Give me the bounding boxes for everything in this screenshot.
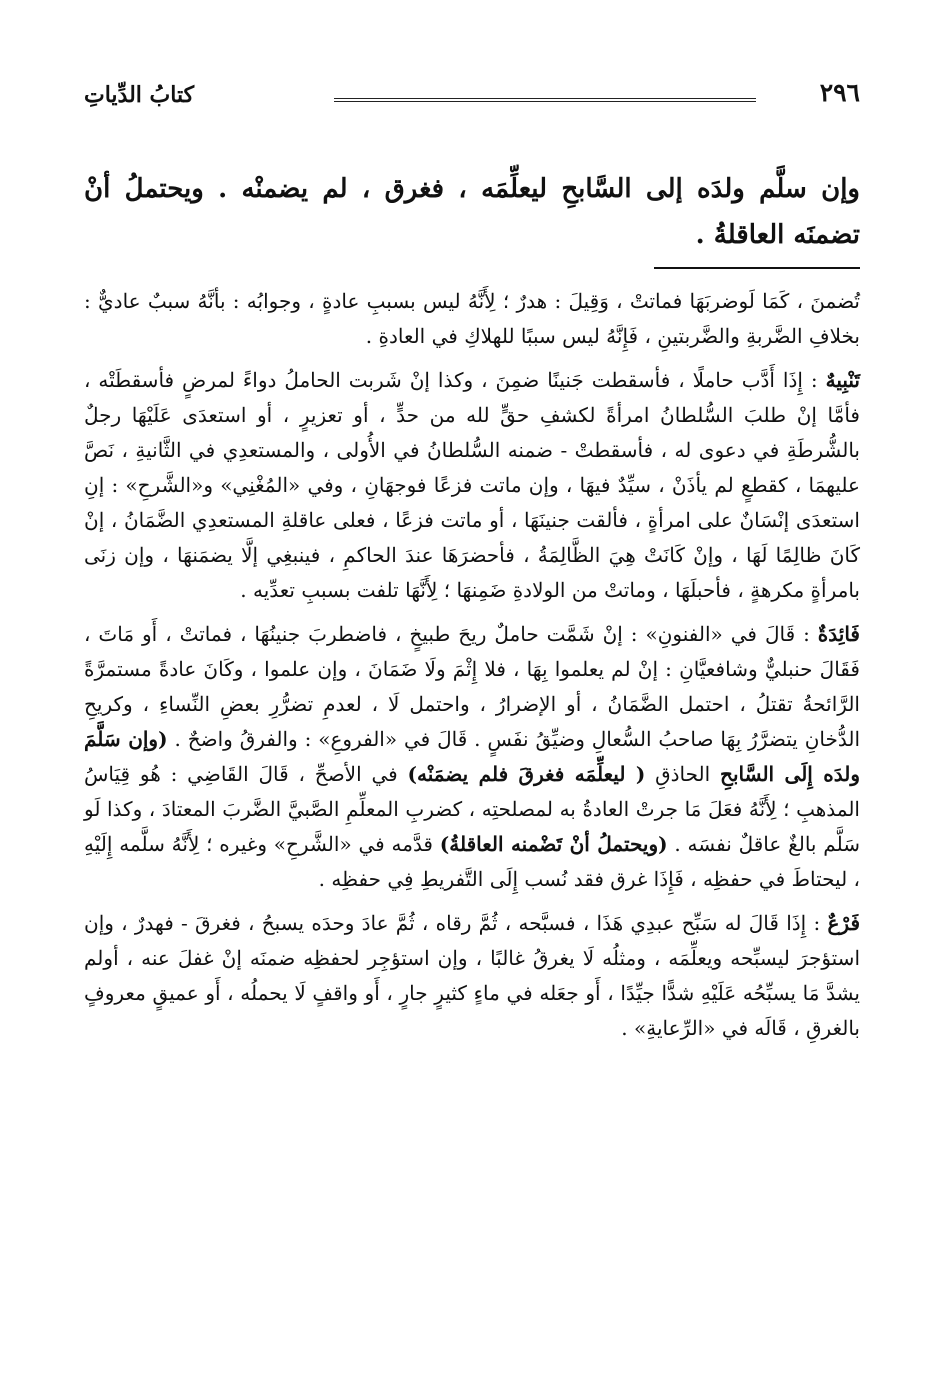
faida-text-1: : قَالَ في «الفنونِ» : إنْ شَمَّت حاملٌ ريحَ طبيخٍ ، فاضطربَ جنينُهَا ، فماتتْ ، أَو مَاتَ ، فَقَالَ حنبليٌّ وشافعيَّانِ : إنْ لم يعلموا بِهَا ، فلا إِثْمَ ولَا ضَمَانَ ، وإن علموا ، وكَانَ عادةً مستمرَّةً الرَّائحةُ تقتلُ ، احتمل الضَّمَانُ ، أو الإضرارُ ، واحتمل لَا ، لعدمِ تضرُّرِ بعضِ النِّساءِ ، وكريحِ الدُّخانِ يتضرَّرُ بِهَا صاحبُ السُّعالِ وضيِّقُ نفَسٍ . قَالَ في «الفروعِ» : والفرقُ واضحٌ . <box>84 622 860 751</box>
header-rule <box>334 98 756 102</box>
far-paragraph <box>84 906 860 1046</box>
far-heading: فَرْعٌ <box>827 911 860 935</box>
footnote-separator <box>654 267 860 269</box>
faida-quote-2: ( ليعلِّمَه فغرقَ فلم يضمَنْه) <box>407 762 646 786</box>
page-header <box>84 76 860 116</box>
faida-quote-3: (ويحتملُ أنْ تَضْمنه العاقلةُ) <box>439 832 668 856</box>
running-title: كتابُ الدِّياتِ <box>84 82 195 108</box>
tanbih-text: : إِذَا أَدَّب حاملًا ، فأسقطت جَنينًا ضمِنَ ، وكذا إنْ شَربت الحاملُ دواءً لمرضٍ فأسقطَتْه ، فأمَّا إنْ طلبَ السُّلطانُ امرأةً لكشفِ حقٍّ لله من حدٍّ ، أو تعزيرٍ ، أو استعدَى عَلَيْهَا رجلٌ بالشُّرطَةِ في دعوى له ، فأسقطتْ - ضمنه السُّلطانُ في الأُولى ، والمستعدِي في الثَّانيةِ ، نَصَّ عليهمَا ، كقطعٍ لم يأذَنْ ، سيِّدٌ فيهَا ، وإن ماتت فزعًا فوجهَانِ ، وفي «المُغْنِي» و«الشَّرحِ» : إنِ استعدَى إنْسَانٌ على امرأةٍ ، فألقت جنينَهَا ، أو ماتت فزعًا ، فعلى عاقلةِ المستعدِي الضَّمَانُ ، إنْ كَانَ ظالِمًا لَهَا ، وإنْ كَانَتْ هِيَ الظَّالِمَةُ ، فأحضرَهَا عندَ الحاكمِ ، فينبغِي إلَّا يضمَنهَا ، وإن زنَى بامرأةٍ مكرهةٍ ، فأحبلَهَا ، وماتتْ من الولادةِ ضَمِنهَا ؛ لِأَنَّهَا تلفت بسببِ تعدِّيه . <box>84 368 860 602</box>
commentary-paragraph-1: تُضمنَ ، كَمَا لَوضربَهَا فماتتْ ، وَقِيلَ : هدرٌ ؛ لِأَنَّهُ ليس بسببِ عادةٍ ، وجوابُه : بأنَّهُ سببٌ عاديٌّ : بخلافِ الضَّربةِ والضَّربتينِ ، فَإِنَّهُ ليس سببًا للهلاكِ في العادةِ . <box>84 289 860 348</box>
faida-text-2: الحاذقِ <box>645 762 721 786</box>
faida-heading: فَائِدَةٌ <box>817 622 860 646</box>
page-number: ٢٩٦ <box>819 78 860 107</box>
main-text: وإن سلَّم ولدَه إلى السَّابحِ ليعلِّمَه ، فغرق ، لم يضمنْه . ويحتملُ أنْ تضمنَه العاقلةُ . <box>84 174 860 250</box>
tanbih-heading: تَنْبِيهٌ <box>825 368 860 392</box>
far-text: : إِذَا قَالَ له سَبِّح عبدِي هَذَا ، فسبَّحه ، ثُمَّ رقاه ، ثُمَّ عادَ وحدَه يسبحُ ، فغرقَ - فهدرٌ ، وإن استؤجرَ ليسبِّحه ويعلِّمَه ، ومثلُه لَا يغرقُ غالبًا ، وإن استؤجِر لحفظِه ضمنَه إنْ غفلَ عنه ، أولم يشدَّ مَا يسبِّحُه عَلَيْهِ شدًّا جيِّدًا ، أَو جعَله في ماءٍ كثيرٍ جارٍ ، أَو واقفٍ لَا يحملُه ، أَو عميقٍ معروفٍ بالغرقِ ، قَالَه في «الرِّعايةِ» . <box>84 911 861 1040</box>
tanbih-paragraph <box>84 363 860 608</box>
faida-paragraph <box>84 617 860 897</box>
faida-quote-1: (وإن سَلَّمَ ولدَه إِلَى السَّابحِ <box>84 727 860 786</box>
commentary <box>84 284 860 1055</box>
faida-text-4: قدَّمه في «الشَّرحِ» وغيره ؛ لِأَنَّهُ سلَّمه إِلَيْهِ ، ليحتاطَ في حفظِه ، فَإِذَا غرق فقد نُسب إِلَى التَّفريطِ فِي حفظِه . <box>84 832 860 891</box>
faida-text-3: في الأصحِّ ، قَالَ القَاضِي : هُو قِيَاسُ المذهبِ ؛ لِأَنَّهُ فعَلَ مَا جرتْ العادةُ به لمصلحتِه ، كضربِ المعلِّمِ الصَّبيَّ الضَّربَ المعتادَ ، وكذا لَو سَلَّم بالغٌ عاقلٌ نفسَه . <box>84 762 860 856</box>
